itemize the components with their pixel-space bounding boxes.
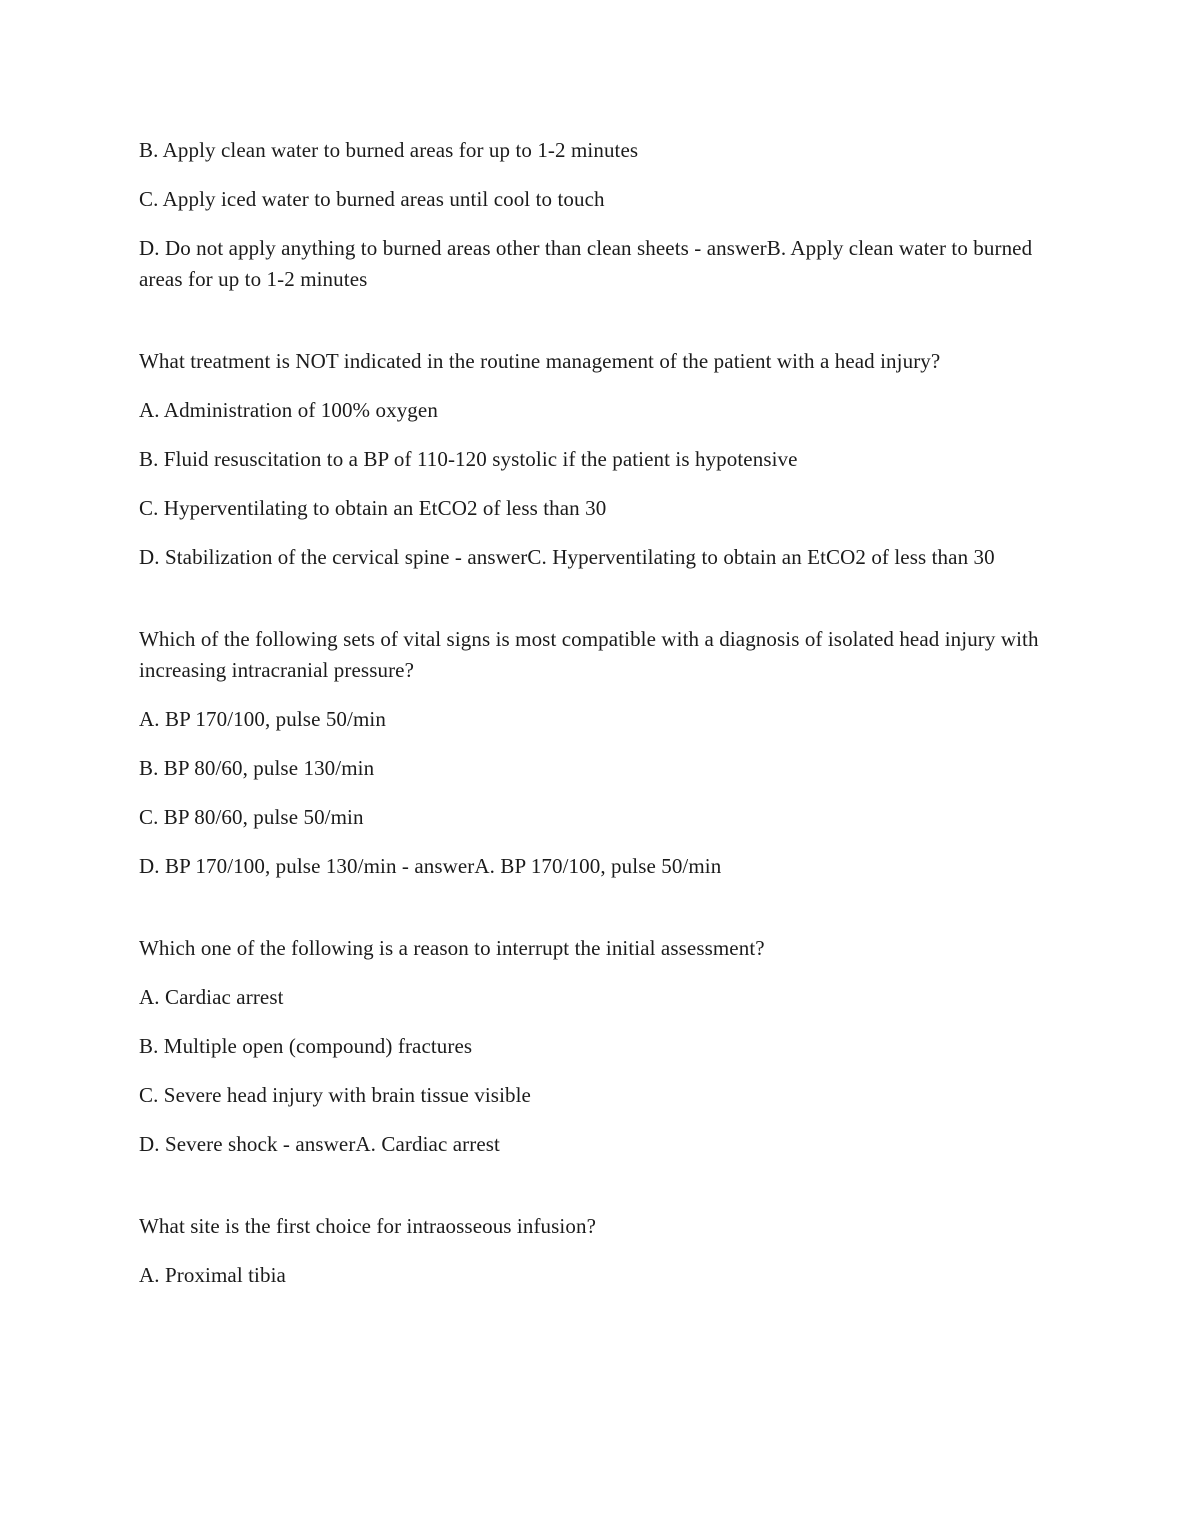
- question-block: [139, 1211, 1057, 1291]
- question-block: [139, 624, 1057, 882]
- option-text: C. Apply iced water to burned areas until cool to touch: [139, 187, 605, 211]
- option-text: B. Multiple open (compound) fractures: [139, 1034, 473, 1058]
- question-text: What site is the first choice for intraosseous infusion?: [139, 1214, 596, 1238]
- option-text: A. Administration of 100% oxygen: [139, 398, 438, 422]
- option-text-with-answer: D. BP 170/100, pulse 130/min - answerA. BP 170/100, pulse 50/min: [139, 854, 722, 878]
- option-text: A. Cardiac arrest: [139, 985, 284, 1009]
- option-text-with-answer: D. Severe shock - answerA. Cardiac arrest: [139, 1132, 500, 1156]
- question-block: [139, 933, 1057, 1160]
- option-text: B. Apply clean water to burned areas for up to 1-2 minutes: [139, 138, 639, 162]
- option-text: A. Proximal tibia: [139, 1263, 286, 1287]
- option-text: B. BP 80/60, pulse 130/min: [139, 756, 375, 780]
- option-text-with-answer: D. Stabilization of the cervical spine - answerC. Hyperventilating to obtain an EtCO2 of less than 30: [139, 545, 995, 569]
- option-text: C. Severe head injury with brain tissue visible: [139, 1083, 531, 1107]
- question-text: Which one of the following is a reason to interrupt the initial assessment?: [139, 936, 765, 960]
- question-block: [139, 346, 1057, 573]
- option-text-with-answer: D. Do not apply anything to burned areas other than clean sheets - answerB. Apply clean water to burned areas for up to 1-2 minutes: [139, 236, 1033, 291]
- option-text: B. Fluid resuscitation to a BP of 110-120 systolic if the patient is hypotensive: [139, 447, 798, 471]
- question-text: What treatment is NOT indicated in the routine management of the patient with a head injury?: [139, 349, 941, 373]
- question-block-continued: [139, 135, 1057, 295]
- option-text: C. Hyperventilating to obtain an EtCO2 of less than 30: [139, 496, 607, 520]
- option-text: A. BP 170/100, pulse 50/min: [139, 707, 386, 731]
- question-text: Which of the following sets of vital signs is most compatible with a diagnosis of isolated head injury with increasing intracranial pressure?: [139, 627, 1039, 682]
- option-text: C. BP 80/60, pulse 50/min: [139, 805, 364, 829]
